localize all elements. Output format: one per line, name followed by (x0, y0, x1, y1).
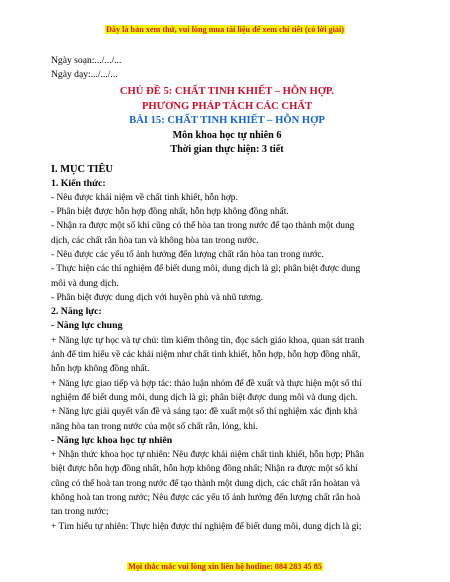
subject-title: Môn khoa học tự nhiên 6 (172, 129, 282, 141)
preview-banner-text: Đây là bản xem thử, vui lòng mua tài liệu để xem chi tiết (có lời giải) (105, 25, 344, 34)
text-line: + Năng lực giải quyết vấn đề và sáng tạo: đề xuất một số thí nghiệm xác định khả (51, 407, 358, 418)
text-line: tan trong nước; (51, 507, 109, 518)
text-line: + Tìm hiểu tự nhiên: Thực hiện được thí nghiệm để biết dung môi, dung dịch là gì; (51, 521, 362, 532)
topic-title-line2: PHƯƠNG PHÁP TÁCH CÁC CHẤT (141, 100, 313, 112)
text-line: nghiệm để biết dung môi, dung dịch là gì; phân biệt được dung môi và dung dịch. (51, 392, 358, 403)
text-line: cũng có thể hoà tan trong nước để tạo thành một dung dịch, các chất rắn hoàtan và (51, 478, 360, 489)
section-heading-objectives: I. MỤC TIÊU (51, 163, 113, 175)
duration: Thời gian thực hiện: 3 tiết (170, 144, 284, 155)
preview-banner (0, 25, 450, 34)
knowledge-heading: 1. Kiến thức: (51, 177, 106, 189)
text-line: - Nêu được các yếu tố ảnh hưởng đến lượng chất rắn hòa tan trong nước. (51, 249, 324, 260)
text-line: - Phân biệt được hỗn hợp đồng nhất, hỗn hợp không đồng nhất. (51, 207, 289, 218)
text-line: - Nhận ra được một số khí cũng có thể hòa tan trong nước để tạo thành một dung (51, 221, 355, 232)
general-competence-list (51, 334, 403, 434)
lesson-title: BÀI 15: CHẤT TINH KHIẾT – HỖN HỢP (129, 115, 325, 126)
text-line: môi và dung dịch. (51, 278, 119, 289)
date-taught: Ngày dạy:.../.../... (51, 69, 118, 80)
text-line: - Phân biệt được dung dịch với huyền phù và nhũ tương. (51, 292, 263, 303)
science-competence-heading: - Năng lực khoa học tự nhiên (51, 434, 173, 446)
text-line: - Nêu được khái niệm về chất tinh khiết, hỗn hợp. (51, 192, 238, 203)
text-line: hỗn hợp không đồng nhất. (51, 364, 150, 375)
text-line: dịch, các chất rắn hòa tan và không hòa tan trong nước. (51, 235, 259, 246)
text-line: + Năng lực giao tiếp và hợp tác: thảo luận nhóm để đề xuất và thực hiện một số thí (51, 378, 362, 389)
hotline-banner-text: Mọi thắc mắc vui lòng xin liên hệ hotline: 084 283 45 85 (128, 562, 322, 571)
topic-title-line1: CHỦ ĐỀ 5: CHẤT TINH KHIẾT – HỖN HỢP. (119, 86, 335, 97)
text-line: biệt được hỗn hợp đồng nhất, hỗn hợp không đồng nhất; Nhận ra được một số khí (51, 464, 358, 475)
general-competence-heading: - Năng lực chung (51, 320, 123, 332)
text-line: không hoà tan trong nước; Nêu được các yếu tố ảnh hưởng đến lượng chất rắn hoà (51, 493, 361, 504)
text-line: + Nhận thức khoa học tự nhiên: Nêu được khái niệm chất tinh khiết, hỗn hợp; Phân (51, 450, 364, 461)
text-line: năng hòa tan trong nước của một số chất rắn, lỏng, khí. (51, 421, 258, 432)
knowledge-list (51, 191, 403, 305)
competence-heading: 2. Năng lực: (51, 306, 102, 318)
text-line: + Năng lực tự học và tự chủ: tìm kiếm thông tin, đọc sách giáo khoa, quan sát tranh (51, 335, 365, 346)
date-prepared: Ngày soạn:.../.../... (51, 55, 122, 66)
text-line: ảnh để tìm hiểu về các khái niệm như chất tinh khiết, hỗn hợp, hỗn hợp đồng nhất, (51, 350, 361, 361)
hotline-banner (0, 562, 450, 571)
science-competence-list (51, 448, 403, 534)
document-page (51, 54, 403, 534)
text-line: - Thực hiện các thí nghiệm để biết dung môi, dung dịch là gì; phân biệt được dung (51, 264, 361, 275)
